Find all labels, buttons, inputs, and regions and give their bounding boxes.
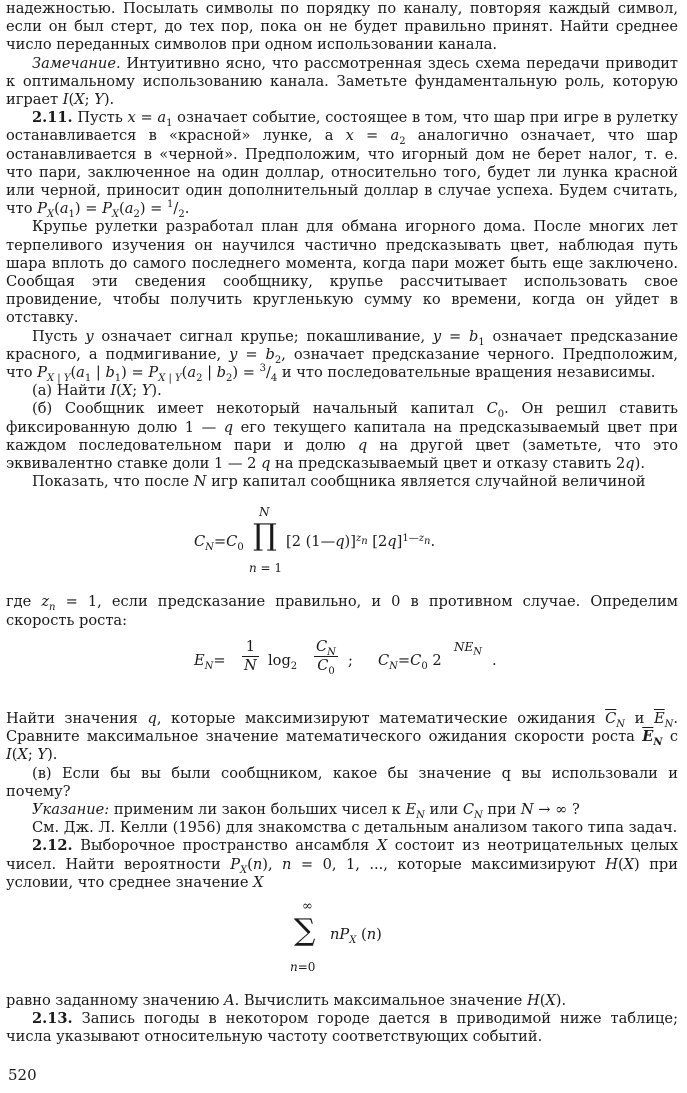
item-c: (в) Если бы вы были сообщником, какое бы значение q вы использовали и почему? [6, 764, 678, 800]
formula-mean: ∞ ∑ n=0 $nP_X$ (n) [290, 898, 382, 974]
hint-text: применим ли закон больших чисел к $E_N$ или $C_N$ при N → ∞ ? [109, 800, 580, 821]
paragraph-equal-a [6, 992, 678, 1010]
paragraph-remark [6, 55, 678, 110]
formula-capital-rhs: [2 (1—q)]$^{z_n}$ $[2q]^{1—z_n}$. [286, 532, 436, 551]
formula-growth: $E_N=$ $\frac{1}{N}$ $\log_2$ $\frac{C_N}{C_0}$ ; $C_N=C_0$ 2 $NE_N$ . [194, 637, 497, 677]
problem-2-11-text: Пусть $x = a_1$ означает событие, состоящее в том, что шар при игре в рулетку останавливается в «красной» лунке, а $x = a_2$ аналогично означает, что шар останавливается в «черной». Предположим, что игорный дом не берет налог, т. е. что пари, заключенное на один доллар, относительно того, будет ли лунка красной или черной, приносит один дополнительный доллар в случае успеха. Будем считать, что $P_X(a_1) = P_X(a_2) = ^1/_2$. [6, 109, 679, 221]
paragraph-zn [6, 593, 678, 629]
problem-2-13-text: Запись погоды в некотором городе дается в приводимой ниже таблице; числа указывают относительную частоту соответствующих событий. [6, 1010, 678, 1046]
formula-capital: $C_N=C_0$ N ∏ n = 1 [2 (1—q)]$^{z_n}$ $[2q]^{1—z_n}$. [194, 505, 436, 576]
p4-text: Пусть y означает сигнал крупье; покашливание, $y = b_1$ означает предсказание красного, а подмигивание, $y = b_2$, означает предсказание черного. Предположим, что $P_{X | Y}(a_1$ | $b_1) = P_{X | Y}(a_2$ | $b_2) = ^3/_4$ и что последовательные вращения независимы. [6, 327, 678, 384]
paragraph-reference: См. Дж. Л. Келли (1956) для знакомства с детальным анализом такого типа задач. [32, 819, 678, 837]
paragraph-0 [6, 0, 678, 55]
remark-label: Замечание. [32, 54, 121, 72]
product-sign: ∏ [253, 518, 277, 554]
paragraph-find-q [6, 710, 678, 765]
problem-number-2-13: 2.13. [32, 1010, 73, 1028]
item-b [6, 400, 678, 473]
p14-text: равно заданному значению A. Вычислить максимальное значение H(X). [6, 991, 567, 1009]
sum-sign: ∑ [294, 912, 316, 948]
paragraph-show [6, 473, 678, 491]
problem-2-11 [6, 109, 679, 221]
paragraph-hint [6, 801, 678, 819]
item-a: (а) Найти I(X; Y). [32, 382, 162, 400]
p6-text: (б) Сообщник имеет некоторый начальный капитал $C_0$. Он решил ставить фиксированную долю 1 — q его текущего капитала на предсказываемый цвет при каждом последовательном пари и долю q на другой цвет (заметьте, что это эквивалентно ставке доли 1 — 2 q на предсказываемый цвет и отказу ставить 2q). [6, 400, 679, 473]
problem-2-12-text: Выборочное пространство ансамбля X состоит из неотрицательных целых чисел. Найти вероятности $P_X(n)$, n = 0, 1, ..., которые максимизируют H(X) при условии, что среднее значение X [6, 837, 678, 891]
p7-text: Показать, что после N игр капитал сообщника является случайной величиной [32, 473, 646, 491]
hint-label: Указание: [32, 800, 110, 818]
p0-text: надежностью. Посылать символы по порядку по каналу, повторяя каждый символ, если он был стерт, до тех пор, пока он не будет правильно принят. Найти среднее число переданных символов при одном использовании канала. [6, 0, 678, 54]
paragraph-signal [6, 328, 678, 383]
problem-2-13 [6, 1010, 678, 1046]
p9-text: Найти значения q, которые максимизируют математические ожидания $\overline{C}_N$ и $\overline{E}_N$. Сравните максимальное значение математического ожидания скорости роста $\overline{E}_N$ с I(X; Y). [6, 709, 679, 764]
problem-2-12 [6, 837, 678, 892]
page-number: 520 [8, 1066, 37, 1084]
problem-number-2-12: 2.12. [32, 837, 73, 855]
page-body [6, 0, 678, 1047]
problem-number-2-11: 2.11. [32, 109, 73, 127]
paragraph-croupier: Крупье рулетки разработал план для обмана игорного дома. После многих лет терпеливого изучения он научился частично предсказывать цвет, наблюдая путь шара вплоть до самого последнего момента, когда пари может быть еще заключено. Сообщая эти сведения сообщнику, крупье рассчитывает использовать свое провидение, чтобы получить кругленькую сумму ко времени, когда он уйдет в отставку. [6, 218, 678, 327]
formula-capital-lhs: $C_N=C_0$ [194, 533, 244, 554]
remark-text: Интуитивно ясно, что рассмотренная здесь схема передачи приводит к оптимальному использованию канала. Заметьте фундаментальную роль, которую играет I(X; Y). [6, 54, 678, 109]
p8-text: где $z_n = 1$, если предсказание правильно, и 0 в противном случае. Определим скорость роста: [6, 593, 678, 629]
